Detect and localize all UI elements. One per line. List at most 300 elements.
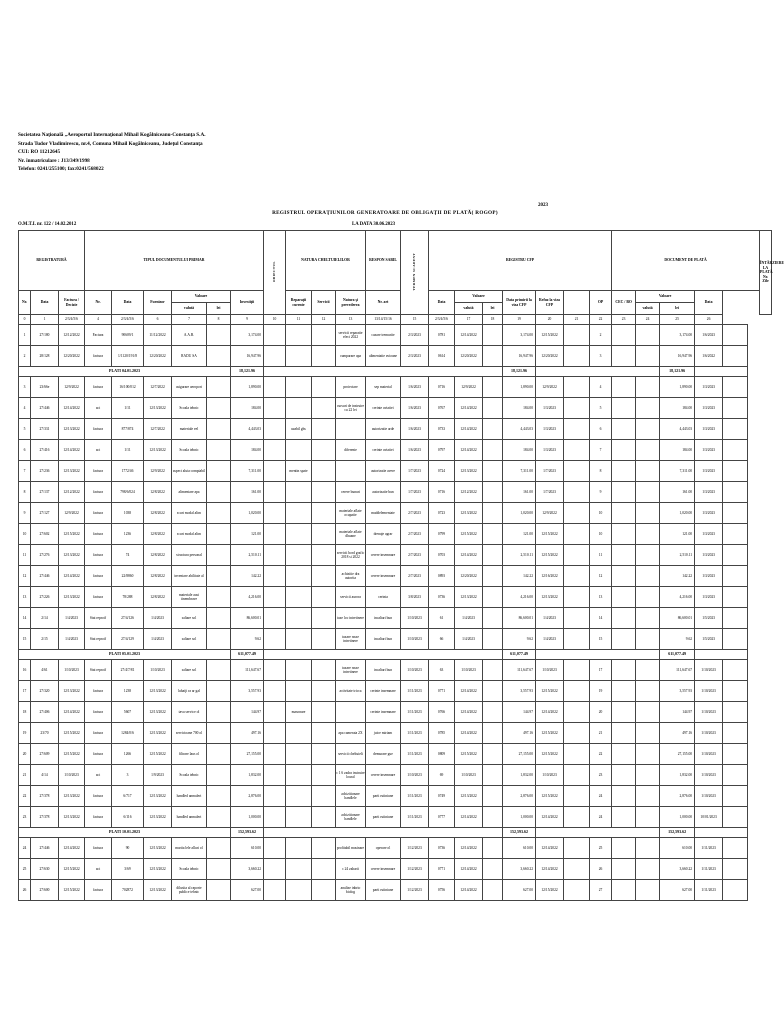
table-cell: 12/15/2022 [59, 859, 85, 880]
col-lei-cfp: lei [483, 303, 503, 315]
table-cell [612, 398, 636, 419]
table-cell: 1/3/2023 [695, 503, 723, 524]
table-cell [207, 702, 231, 723]
table-cell: 5 [19, 419, 31, 440]
table-cell: 2/7/2023 [401, 566, 429, 587]
table-cell: 12/15/2022 [536, 545, 564, 566]
table-cell: 0766 [429, 702, 455, 723]
table-cell [612, 461, 636, 482]
table-cell: 1/6/2023 [401, 419, 429, 440]
col-valoare-cfp: Valoare [455, 291, 503, 303]
col-servicii: Servicii [312, 291, 336, 315]
table-cell [612, 419, 636, 440]
table-cell: 1/4/2023 [455, 629, 483, 650]
col-data-cfp: Data [429, 291, 455, 315]
table-cell [207, 482, 231, 503]
table-cell: 2,510.11 [231, 545, 264, 566]
table-cell: alimentatie avioane [366, 346, 401, 367]
table-cell: 1/11/2023 [401, 807, 429, 828]
table-cell: 6/717 [112, 786, 144, 807]
table-row [19, 566, 772, 587]
table-cell [207, 503, 231, 524]
col-investitii: Investiţii [231, 291, 264, 315]
table-cell: 144.97 [231, 702, 264, 723]
column-number: 25 [660, 315, 695, 325]
subtotal-amount: 18,121.96 [231, 367, 264, 377]
table-cell [207, 681, 231, 702]
table-cell: 2 [19, 346, 31, 367]
table-cell: 12/14/2022 [59, 440, 85, 461]
table-cell: 22 [590, 744, 612, 765]
table-cell [723, 629, 748, 650]
subtotal-blank [695, 650, 748, 660]
table-cell: 27/378 [31, 807, 59, 828]
table-cell: 1/4/2023 [455, 608, 483, 629]
table-row [19, 660, 772, 681]
table-cell: factura [85, 566, 112, 587]
column-number: 10 [264, 315, 286, 325]
table-cell: 12/20/2022 [455, 346, 483, 367]
table-cell: 8 [19, 482, 31, 503]
payment-subtotal-row [19, 828, 772, 838]
table-cell: factura [85, 461, 112, 482]
table-cell [723, 524, 748, 545]
table-cell [636, 660, 660, 681]
company-phone: Telefon: 0241/255100; fax:0241/568022 [18, 166, 104, 173]
table-cell: dilusita al raporte publice tehnic [172, 880, 207, 901]
table-cell: 0614 [429, 346, 455, 367]
table-cell: 12/20/2022 [59, 346, 85, 367]
table-cell [207, 660, 231, 681]
table-cell: 14 [19, 608, 31, 629]
table-cell: 1,890.00 [660, 377, 695, 398]
table-cell [483, 723, 503, 744]
table-cell: 12/14/2022 [455, 681, 483, 702]
table-cell [286, 482, 312, 503]
table-cell: 7 [19, 461, 31, 482]
table-cell [286, 566, 312, 587]
table-cell [612, 859, 636, 880]
table-cell [564, 786, 590, 807]
table-cell: 12/14/2022 [455, 419, 483, 440]
table-cell [336, 461, 366, 482]
table-cell: cazare tremurite [366, 325, 401, 346]
table-cell: 2,876.00 [503, 786, 536, 807]
table-cell [336, 419, 366, 440]
column-number: 20 [536, 315, 564, 325]
column-number: 7 [172, 315, 207, 325]
table-cell: 12/9/2022 [59, 503, 85, 524]
table-cell [286, 587, 312, 608]
table-cell: materiale ausi tinembrave [172, 587, 207, 608]
table-cell: 12 [590, 566, 612, 587]
col-natura-prevedere: Natura şi prevederea [336, 291, 366, 315]
table-cell: 1/3/2023 [695, 524, 723, 545]
table-cell: 1/3/2023 [536, 440, 564, 461]
table-cell: handled anmaleri [172, 807, 207, 828]
table-cell: 1/6/2022 [695, 346, 723, 367]
table-cell: operare ol [366, 838, 401, 859]
table-cell: servicioane 700 ol [172, 723, 207, 744]
table-cell: 12/13/2022 [455, 587, 483, 608]
table-cell [483, 807, 503, 828]
table-row [19, 398, 772, 419]
table-cell [564, 377, 590, 398]
table-cell: 1/10/2023 [695, 660, 723, 681]
table-cell [636, 377, 660, 398]
table-cell [612, 723, 636, 744]
table-cell: 1/7/2023 [536, 482, 564, 503]
table-cell: uzabil ghs [286, 419, 312, 440]
table-row [19, 377, 772, 398]
table-cell: servicii cheltuieli [336, 744, 366, 765]
table-cell [636, 723, 660, 744]
year-label: 2023 [538, 203, 548, 208]
table-cell: Scoala tehnic [172, 765, 207, 786]
table-cell [564, 880, 590, 901]
table-cell: 1/10/2023 [59, 765, 85, 786]
table-cell: factura [85, 786, 112, 807]
table-cell: act [85, 440, 112, 461]
table-cell [264, 608, 286, 629]
table-cell [636, 629, 660, 650]
table-cell: act [85, 859, 112, 880]
table-cell: 142.22 [503, 566, 536, 587]
table-cell: 1/5/2023 [695, 629, 723, 650]
table-cell: cerinte aviatiei [366, 440, 401, 461]
table-cell [723, 859, 748, 880]
table-cell: 0716 [429, 377, 455, 398]
table-cell: 12/14/2022 [455, 723, 483, 744]
table-cell: 0767 [429, 398, 455, 419]
table-cell: diferente [336, 440, 366, 461]
table-cell: 1/12/2023 [401, 859, 429, 880]
table-cell: 12/8/2022 [144, 545, 172, 566]
table-row [19, 786, 772, 807]
table-cell: tava service ol [172, 702, 207, 723]
table-cell: factura [85, 545, 112, 566]
table-cell: 111,647.67 [231, 660, 264, 681]
table-cell: 3,660.22 [503, 859, 536, 880]
table-cell: 12/13/2022 [144, 807, 172, 828]
table-cell [286, 880, 312, 901]
table-cell: 12/14/2022 [455, 702, 483, 723]
table-cell [207, 545, 231, 566]
column-number: 22 [590, 315, 612, 325]
table-row [19, 702, 772, 723]
table-cell [564, 524, 590, 545]
table-cell: 144.97 [660, 702, 695, 723]
table-cell: 12/14/2022 [455, 880, 483, 901]
table-cell: drenaje agrar [366, 524, 401, 545]
table-cell: 86,600.01 [660, 608, 695, 629]
table-cell: 1/10/2023 [695, 744, 723, 765]
table-cell: Scoala tehnic [172, 440, 207, 461]
table-cell: 86,600.01 [231, 608, 264, 629]
table-cell: 23 [590, 765, 612, 786]
table-cell: taxe loc intretinere [336, 608, 366, 629]
table-cell [564, 838, 590, 859]
table-cell [723, 440, 748, 461]
col-obiectul: OBIECTUL [264, 231, 286, 315]
table-cell: 184.00 [503, 440, 536, 461]
table-cell [636, 608, 660, 629]
table-cell [612, 440, 636, 461]
table-row [19, 587, 772, 608]
table-cell: 27/446 [31, 838, 59, 859]
table-cell: 20 [590, 702, 612, 723]
table-cell [636, 681, 660, 702]
col-registru-cfp: REGISTRU CFP [429, 231, 612, 291]
table-cell [483, 786, 503, 807]
table-cell: 2,876.00 [660, 786, 695, 807]
table-cell: act [85, 398, 112, 419]
table-cell [612, 629, 636, 650]
table-cell [483, 503, 503, 524]
table-cell: 12/13/2022 [144, 859, 172, 880]
table-cell: 12/8/2022 [144, 566, 172, 587]
table-cell: 12/14/2022 [536, 702, 564, 723]
table-cell [636, 838, 660, 859]
table-cell: 0777 [429, 807, 455, 828]
table-cell: 16,947.96 [503, 346, 536, 367]
table-cell: 4 [19, 398, 31, 419]
subtotal-amount: 152,593.62 [231, 828, 264, 838]
table-cell: 5 [590, 398, 612, 419]
table-cell [636, 440, 660, 461]
table-cell: 1/10/2023 [536, 660, 564, 681]
table-cell: inventare abilitate al [172, 566, 207, 587]
table-cell [564, 346, 590, 367]
table-cell: 27/180 [31, 325, 59, 346]
table-cell: 4,443.03 [503, 419, 536, 440]
table-cell [723, 880, 748, 901]
table-cell: 27,155.00 [231, 744, 264, 765]
table-cell [286, 723, 312, 744]
table-cell [723, 419, 748, 440]
table-cell: 78/288 [112, 587, 144, 608]
table-cell: 27/630 [31, 859, 59, 880]
table-cell [483, 419, 503, 440]
table-cell [612, 545, 636, 566]
table-cell: 69 [429, 765, 455, 786]
table-cell: 1/10/2023 [59, 660, 85, 681]
table-cell: 12/14/2022 [59, 838, 85, 859]
table-cell [723, 660, 748, 681]
table-cell: 4/61 [31, 660, 59, 681]
table-cell: 1/4/2023 [59, 629, 85, 650]
col-refuz: Refuz la viza CFP [536, 291, 564, 315]
table-cell [207, 440, 231, 461]
table-cell [564, 325, 590, 346]
table-cell: 0781 [429, 325, 455, 346]
table-cell [612, 681, 636, 702]
table-cell: 27/406 [31, 702, 59, 723]
table-cell: 1/7/2023 [401, 482, 429, 503]
table-cell [312, 723, 336, 744]
table-cell [312, 765, 336, 786]
col-blank [564, 291, 590, 315]
table-cell [564, 681, 590, 702]
table-cell: 702872 [112, 880, 144, 901]
table-cell: 3,557.93 [231, 681, 264, 702]
table-cell [483, 681, 503, 702]
table-cell: 184.00 [503, 398, 536, 419]
table-cell: 1/3/2023 [695, 482, 723, 503]
column-number: 21 [564, 315, 590, 325]
table-cell: 2/15 [31, 629, 59, 650]
table-cell: 4,443.03 [660, 419, 695, 440]
table-cell [207, 744, 231, 765]
table-cell: cerinte insemnare [366, 681, 401, 702]
table-cell [264, 880, 286, 901]
table-cell: 12/13/2022 [59, 461, 85, 482]
table-cell [264, 461, 286, 482]
table-cell: 11 [19, 545, 31, 566]
table-cell: 3/8/2023 [401, 587, 429, 608]
table-cell: 1/4/2023 [144, 608, 172, 629]
table-cell: 12/14/2022 [455, 398, 483, 419]
table-cell: saltare sol [172, 660, 207, 681]
column-number: 11 [286, 315, 312, 325]
table-cell [612, 346, 636, 367]
table-cell [286, 744, 312, 765]
col-lei: lei [207, 303, 231, 315]
table-cell: 27/4/126 [112, 608, 144, 629]
table-cell: 27/4/129 [112, 629, 144, 650]
table-cell: 3,660.22 [660, 859, 695, 880]
table-cell [312, 681, 336, 702]
table-cell [483, 744, 503, 765]
table-cell: 28/128 [31, 346, 59, 367]
table-cell: 16,947.96 [231, 346, 264, 367]
table-cell [207, 723, 231, 744]
table-cell [612, 807, 636, 828]
table-cell [723, 482, 748, 503]
table-cell: 1/10/2023 [695, 786, 723, 807]
table-cell: Factura [85, 325, 112, 346]
table-cell: 2/14 [31, 608, 59, 629]
table-cell [207, 325, 231, 346]
table-cell [636, 346, 660, 367]
table-cell [636, 398, 660, 419]
table-cell: 19 [590, 681, 612, 702]
table-cell [483, 440, 503, 461]
table-cell: 1/12/2023 [401, 880, 429, 901]
table-cell: 12/13/2022 [144, 702, 172, 723]
table-cell: 610.00 [231, 838, 264, 859]
table-cell: 12/15/2022 [59, 524, 85, 545]
table-cell: 12/20/2022 [144, 346, 172, 367]
table-cell: scurt modal alim [172, 524, 207, 545]
table-cell: 12/13/2022 [144, 880, 172, 901]
table-cell: 1,832.00 [660, 765, 695, 786]
table-cell: 1,020.00 [660, 503, 695, 524]
table-cell: 27/446 [31, 398, 59, 419]
subtotal-blank [264, 367, 503, 377]
table-cell: 12/14/2022 [536, 859, 564, 880]
table-cell: 90609/1 [112, 325, 144, 346]
table-cell [286, 325, 312, 346]
table-cell: 27/416 [31, 440, 59, 461]
table-cell: incaltari bun [366, 629, 401, 650]
table-cell [286, 608, 312, 629]
table-cell: 4,216.00 [660, 587, 695, 608]
table-cell: 1/4/2023 [59, 608, 85, 629]
table-cell: 2,510.11 [660, 545, 695, 566]
table-row [19, 838, 772, 859]
table-cell: Stat reproif [85, 608, 112, 629]
table-cell: 7 [590, 440, 612, 461]
table-cell: 1/4/2023 [144, 629, 172, 650]
table-cell: 12/9/2022 [144, 461, 172, 482]
table-cell: materiale eel [172, 419, 207, 440]
table-cell: 1284/0/6 [112, 723, 144, 744]
col-nr: Nr. [19, 291, 31, 315]
table-cell [264, 723, 286, 744]
table-cell: 13 [19, 587, 31, 608]
table-cell: 1/9/2023 [144, 765, 172, 786]
table-cell: factura [85, 880, 112, 901]
table-cell: 1/10/2023 [695, 765, 723, 786]
table-cell: 14 [590, 608, 612, 629]
table-cell [264, 325, 286, 346]
table-cell: 27/236 [31, 461, 59, 482]
table-cell [286, 807, 312, 828]
table-cell: 27/4/7/81 [112, 660, 144, 681]
table-cell: 12/15/2022 [536, 786, 564, 807]
table-cell: 1/11/2023 [401, 723, 429, 744]
col-data-doc: Data [112, 291, 144, 315]
table-cell: 12/14/2022 [455, 807, 483, 828]
table-cell [312, 608, 336, 629]
column-number: 9 [231, 315, 264, 325]
table-cell: 12/13/2022 [59, 545, 85, 566]
table-cell [612, 660, 636, 681]
table-cell [636, 702, 660, 723]
table-cell [483, 702, 503, 723]
table-cell: 6 [590, 419, 612, 440]
table-row [19, 440, 772, 461]
table-cell [636, 419, 660, 440]
table-cell [612, 325, 636, 346]
table-cell [564, 461, 590, 482]
table-cell [483, 482, 503, 503]
table-cell [264, 744, 286, 765]
table-cell: 27/331 [31, 419, 59, 440]
table-cell: servicii bord grafic 2018 si 2022 [336, 545, 366, 566]
table-cell: 27/127 [31, 503, 59, 524]
table-cell [286, 398, 312, 419]
col-data: Data [31, 291, 59, 315]
table-cell: parti rutiniune [366, 880, 401, 901]
table-cell: 1/6/2023 [401, 440, 429, 461]
col-termen-scadent: TERMEN SCADENT [401, 231, 429, 315]
table-cell: 8 [590, 461, 612, 482]
table-cell: 25 [19, 859, 31, 880]
table-cell [264, 482, 286, 503]
table-cell: 12/15/2022 [59, 723, 85, 744]
column-number: 19 [503, 315, 536, 325]
table-cell: 1,000.00 [660, 807, 695, 828]
table-cell [264, 838, 286, 859]
table-cell: cerinte insemnare [366, 702, 401, 723]
table-cell: 12/14/2022 [536, 838, 564, 859]
col-valuta-cfp: valută [455, 303, 483, 315]
table-cell: 1 [19, 325, 31, 346]
table-cell: 13 [590, 587, 612, 608]
table-cell: 27/226 [31, 587, 59, 608]
